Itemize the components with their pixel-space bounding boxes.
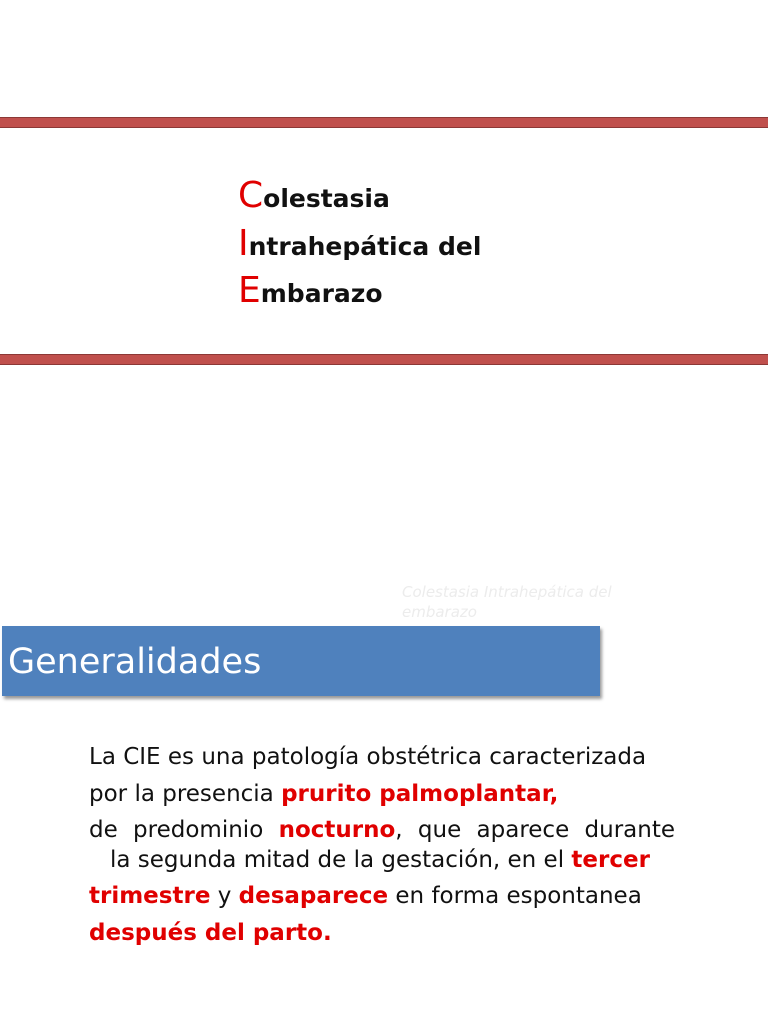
title-text-3: mbarazo	[260, 279, 383, 308]
title-initial-i: I	[238, 223, 249, 264]
body-text: y	[210, 883, 239, 909]
highlight-trimestre: trimestre	[89, 883, 211, 909]
bottom-divider-bar	[0, 354, 768, 365]
body-line-2	[89, 779, 558, 809]
highlight-despues-del-parto: después del parto.	[89, 920, 332, 946]
highlight-nocturno: nocturno	[278, 817, 396, 843]
watermark-text: Colestasia Intrahepática del embarazo	[402, 583, 612, 621]
body-text: , que aparece durante	[395, 817, 676, 843]
title-initial-e: E	[238, 270, 261, 311]
body-text: la segunda mitad de la gestación, en el	[110, 847, 572, 873]
body-text: en forma espontanea	[388, 883, 642, 909]
body-text: de predominio	[89, 817, 279, 843]
title-line-2	[238, 223, 482, 264]
highlight-prurito: prurito palmoplantar,	[281, 781, 559, 807]
body-line-5	[89, 881, 642, 911]
title-line-1	[238, 175, 390, 216]
body-line-4	[110, 845, 650, 875]
body-line-3	[89, 815, 675, 845]
section-title: Generalidades	[8, 642, 262, 682]
title-text-1: olestasia	[263, 184, 390, 213]
title-initial-c: C	[238, 175, 264, 216]
title-line-3	[238, 270, 383, 311]
title-text-2: ntrahepática del	[248, 232, 482, 261]
top-divider-bar	[0, 117, 768, 128]
highlight-desaparece: desaparece	[238, 883, 389, 909]
body-text: por la presencia	[89, 781, 282, 807]
body-line-1: La CIE es una patología obstétrica caracterizada	[89, 744, 647, 770]
highlight-tercer: tercer	[571, 847, 650, 873]
